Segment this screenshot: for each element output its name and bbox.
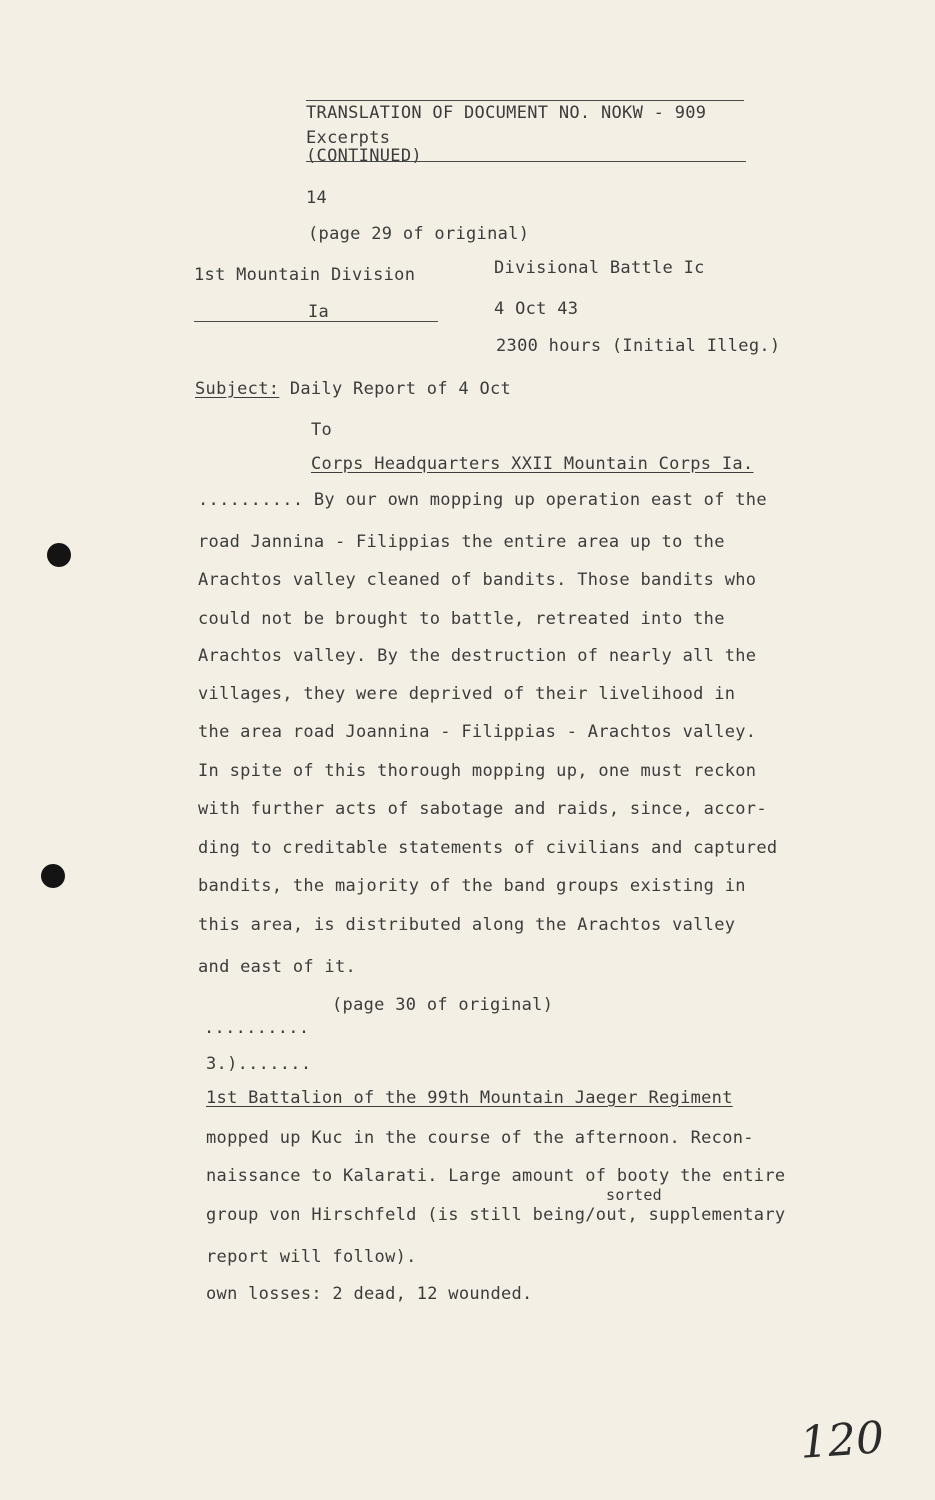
body-line: In spite of this thorough mopping up, one must reckon [198,761,757,781]
body-line: .......... By our own mopping up operation east of the [198,490,767,510]
header-continued: (CONTINUED) [306,146,422,166]
item-number: 14 [306,188,328,208]
addressee: Corps Headquarters XXII Mountain Corps Ia. [311,454,754,474]
body-line: this area, is distributed along the Arachtos valley [198,915,736,935]
body-line: group von Hirschfeld (is still being/out, supplementary [206,1205,786,1225]
punch-hole-top [47,543,71,567]
body-line: Arachtos valley cleaned of bandits. Those bandits who [198,570,757,590]
handwritten-page-number: 120 [798,1412,886,1469]
body-line: and east of it. [198,957,357,977]
ellipsis-line: .......... [204,1018,310,1038]
to-label: To [311,420,333,440]
losses-line: own losses: 2 dead, 12 wounded. [206,1284,533,1304]
header-rule-top [306,100,744,101]
page-reference: (page 30 of original) [332,995,554,1015]
subject-line [195,379,511,399]
body-line: ding to creditable statements of civilians and captured [198,838,778,858]
recipient-line-1: Divisional Battle Ic [494,258,705,278]
insertion-word: sorted [606,1186,662,1204]
body-line: mopped up Kuc in the course of the afternoon. Recon- [206,1128,754,1148]
body-line: could not be brought to battle, retreated into the [198,609,725,629]
body-line: report will follow). [206,1247,417,1267]
header-excerpts: Excerpts [306,128,391,148]
subject-label: Subject: [195,379,280,399]
subject-text: Daily Report of 4 Oct [289,379,512,399]
recipient-time: 2300 hours (Initial Illeg.) [496,336,781,356]
body-line: the area road Joannina - Filippias - Arachtos valley. [198,722,757,742]
header-title: TRANSLATION OF DOCUMENT NO. NOKW - 909 [306,103,707,123]
body-line: bandits, the majority of the band groups existing in [198,876,746,896]
body-line: road Jannina - Filippias the entire area up to the [198,532,725,552]
sender-name: 1st Mountain Division [194,265,416,285]
body-line: naissance to Kalarati. Large amount of booty the entire [206,1166,786,1186]
header-rule-bottom [306,161,746,162]
body-line: with further acts of sabotage and raids, since, accor- [198,799,767,819]
body-line: villages, they were deprived of their livelihood in [198,684,736,704]
recipient-date: 4 Oct 43 [494,299,579,319]
sender-rule [194,321,438,322]
body-line: Arachtos valley. By the destruction of nearly all the [198,646,757,666]
section-number: 3.)....... [206,1054,312,1074]
sender-section: Ia [308,302,330,322]
punch-hole-bottom [41,864,65,888]
page-reference: (page 29 of original) [308,224,530,244]
battalion-heading: 1st Battalion of the 99th Mountain Jaeger Regiment [206,1088,733,1108]
